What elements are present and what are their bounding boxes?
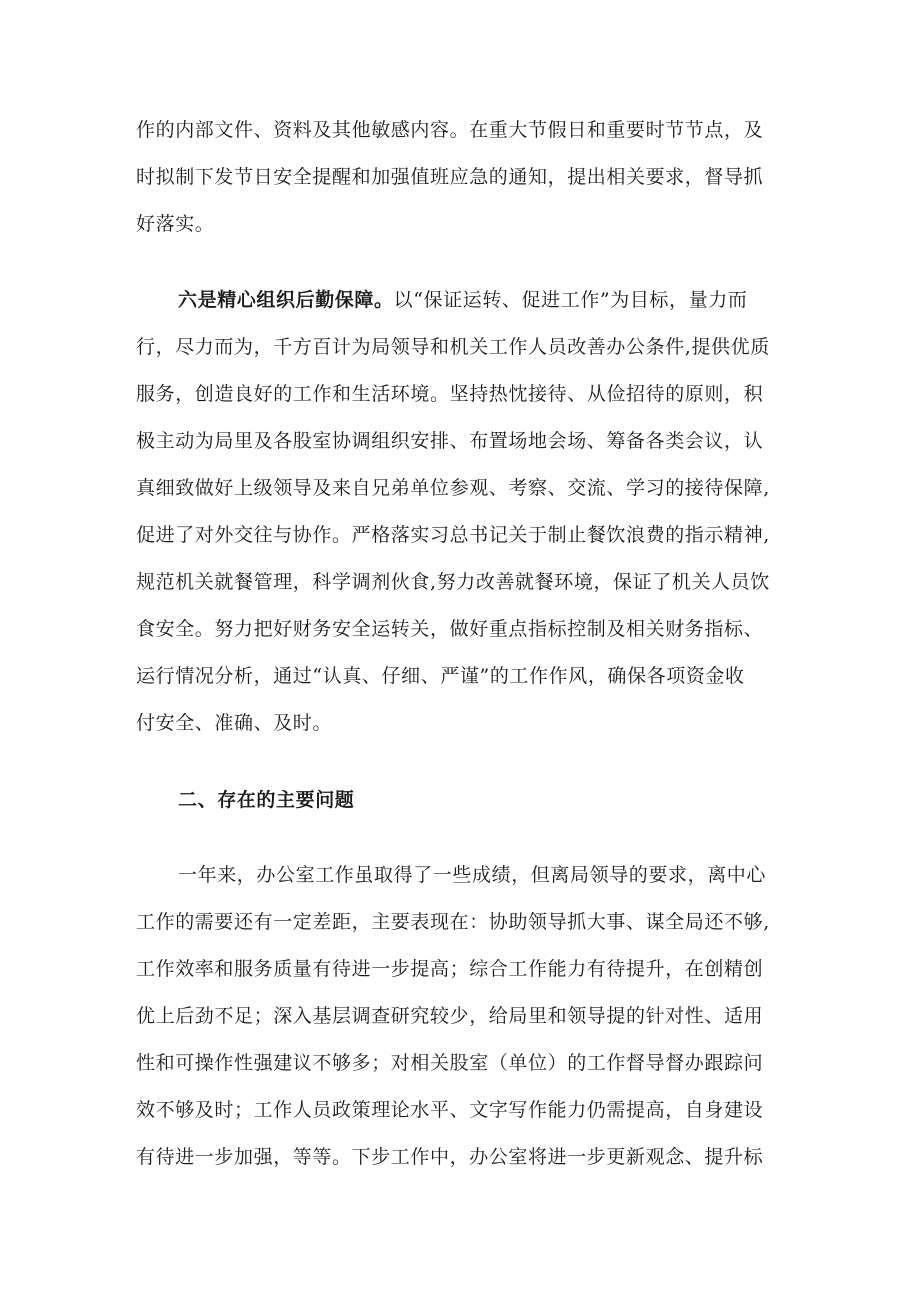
paragraph-first-line: 一年来，办公室工作虽取得了一些成绩，但离局领导的要求，离中心: [178, 864, 767, 886]
paragraph-line: 效不够及时；工作人员政策理论水平、文字写作能力仍需提高，自身建设: [136, 1099, 764, 1121]
paragraph-line: 时拟制下发节日安全提醒和加强值班应急的通知，提出相关要求，督导抓: [136, 166, 764, 188]
paragraph-line: 食安全。努力把好财务安全运转关，做好重点指标控制及相关财务指标、: [136, 618, 764, 640]
paragraph-line: 真细致做好上级领导及来自兄弟单位参观、考察、交流、学习的接待保障,: [136, 477, 770, 499]
section-heading: 二、存在的主要问题: [178, 789, 355, 811]
paragraph-line: 有待进一步加强，等等。下步工作中，办公室将进一步更新观念、提升标: [136, 1146, 764, 1168]
item-heading: 六是精心组织后勤保障。: [178, 289, 394, 311]
paragraph-line: 工作的需要还有一定差距，主要表现在：协助领导抓大事、谋全局还不够,: [136, 911, 770, 933]
paragraph-line: 极主动为局里及各股室协调组织安排、布置场地会场、筹备各类会议，认: [136, 430, 764, 452]
paragraph-line: 优上后劲不足；深入基层调查研究较少，给局里和领导提的针对性、适用: [136, 1005, 764, 1027]
paragraph-line: 规范机关就餐管理，科学调剂伙食,努力改善就餐环境，保证了机关人员饮: [136, 571, 770, 593]
paragraph-line: 付安全、准确、及时。: [136, 712, 333, 734]
paragraph-line: 性和可操作性强建议不够多；对相关股室（单位）的工作督导督办跟踪问: [136, 1052, 764, 1074]
paragraph-text: 以“保证运转、促进工作”为目标，量力而: [393, 289, 748, 311]
paragraph-line: 作的内部文件、资料及其他敏感内容。在重大节假日和重要时节节点，及: [136, 119, 764, 141]
paragraph-line: 运行情况分析，通过“认真、仔细、严谨”的工作作风，确保各项资金收: [136, 665, 745, 687]
paragraph-line: 好落实。: [136, 213, 215, 235]
paragraph-first-line: [178, 287, 747, 313]
paragraph-line: 行，尽力而为，千方百计为局领导和机关工作人员改善办公条件,提供优质: [136, 336, 770, 358]
paragraph-line: 工作效率和服务质量有待进一步提高；综合工作能力有待提升，在创精创: [136, 958, 764, 980]
paragraph-line: 服务，创造良好的工作和生活环境。坚持热忱接待、从俭招待的原则，积: [136, 383, 764, 405]
paragraph-line: 促进了对外交往与协作。严格落实习总书记关于制止餐饮浪费的指示精神,: [136, 524, 770, 546]
